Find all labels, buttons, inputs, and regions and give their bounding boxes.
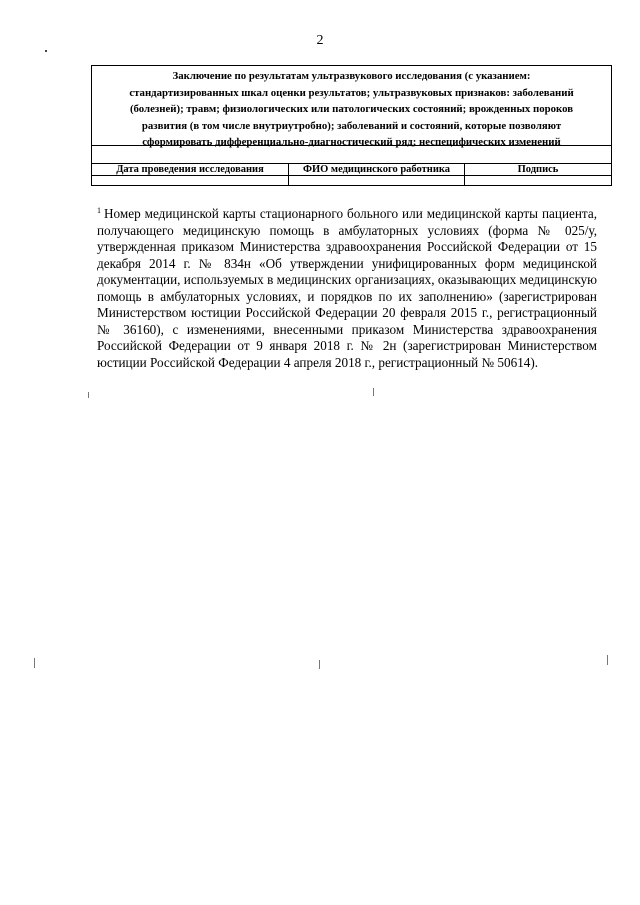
column-header-date: Дата проведения исследования	[116, 164, 264, 175]
page-number: 2	[316, 33, 324, 48]
conclusion-table	[91, 65, 612, 186]
footnote	[97, 206, 597, 371]
conclusion-title-line: Заключение по результатам ультразвукового исследования (с указанием:	[172, 70, 531, 82]
conclusion-title-line: (болезней); травм; физиологических или патологических состояний; врожденных пороков	[129, 103, 574, 116]
scan-mark	[373, 388, 374, 396]
scan-mark	[607, 655, 608, 665]
conclusion-title-line: развития (в том числе внутриутробно); заболеваний и состояний, которые позволяют	[141, 119, 562, 132]
conclusion-title	[92, 68, 611, 151]
table-divider	[92, 175, 611, 176]
footnote-marker: 1	[97, 206, 101, 215]
scan-mark	[34, 658, 35, 668]
column-header-worker-name: ФИО медицинского работника	[302, 164, 451, 175]
scan-speck	[45, 50, 47, 52]
scan-mark	[319, 660, 320, 669]
conclusion-title-line: сформировать дифференциально-диагностический ряд; неспецифических изменений	[142, 136, 561, 149]
conclusion-title-line: стандартизированных шкал оценки результатов; ультразвуковых признаков: заболеваний	[129, 86, 574, 99]
scan-mark	[88, 392, 89, 398]
column-header-signature: Подпись	[517, 164, 559, 175]
table-divider	[92, 145, 611, 146]
footnote-text: Номер медицинской карты стационарного больного или медицинской карты пациента, получающего медицинскую помощь в амбулаторных условиях (форма № 025/у, утвержденная приказом Министерства здравоохранения Российской Федерации от 15 декабря 2014 г. № 834н «Об утверждении унифицированных форм медицинской документации, используемых в медицинских организациях, оказывающих медицинскую помощь в амбулаторных условиях, и порядков по их заполнению» (зарегистрирован Министерством юстиции Российской Федерации 20 февраля 2015 г., регистрационный № 36160), с изменениями, внесенными приказом Министерства здравоохранения Российской Федерации от 9 января 2018 г. № 2н (зарегистрирован Министерством юстиции Российской Федерации 4 апреля 2018 г., регистрационный № 50614).	[97, 206, 597, 370]
